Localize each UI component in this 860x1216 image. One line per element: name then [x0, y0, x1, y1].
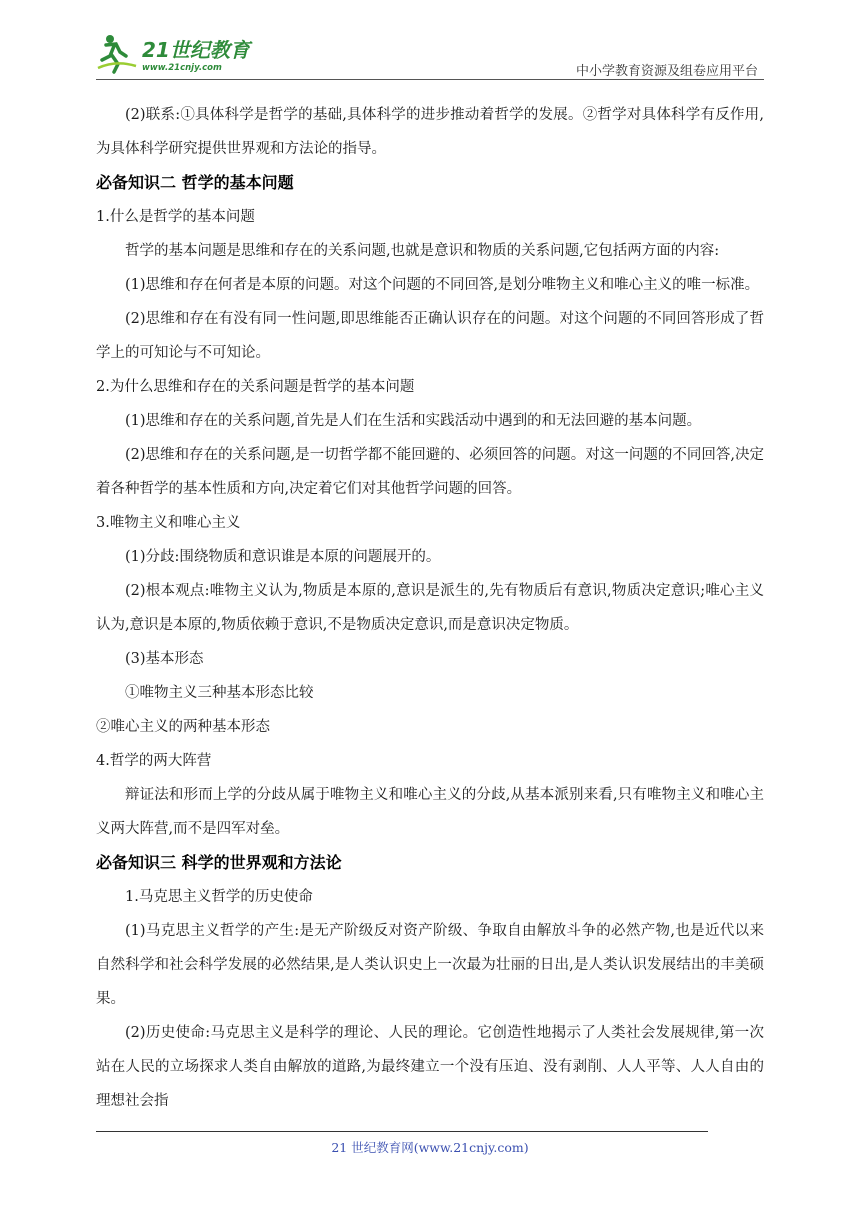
subsection-title: 1.马克思主义哲学的历史使命 — [125, 889, 313, 905]
section-heading: 必备知识三 科学的世界观和方法论 — [96, 853, 342, 872]
header-platform-name: 中小学教育资源及组卷应用平台 — [575, 64, 758, 79]
subsection-title: 3.唯物主义和唯心主义 — [96, 515, 241, 531]
document-body — [96, 98, 764, 1118]
page-footer: 21 世纪教育网(www.21cnjy.com) — [331, 1140, 529, 1155]
paragraph: (3)基本形态 — [125, 651, 204, 667]
paragraph: (2)历史使命:马克思主义是科学的理论、人民的理论。它创造性地揭示了人类社会发展规律,第一次站在人民的立场探求人类自由解放的道路,为最终建立一个没有压迫、没有剥削、人人平等、人人自由的理想社会指 — [96, 1025, 764, 1109]
paragraph: (1)思维和存在的关系问题,首先是人们在生活和实践活动中遇到的和无法回避的基本问题。 — [125, 413, 702, 429]
paragraph: ①唯物主义三种基本形态比较 — [125, 685, 314, 701]
paragraph: 哲学的基本问题是思维和存在的关系问题,也就是意识和物质的关系问题,它包括两方面的内容: — [125, 243, 720, 259]
paragraph: (2)思维和存在的关系问题,是一切哲学都不能回避的、必须回答的问题。对这一问题的不同回答,决定着各种哲学的基本性质和方向,决定着它们对其他哲学问题的回答。 — [96, 447, 764, 497]
logo-url-text: www.21cnjy.com — [142, 63, 222, 73]
paragraph: (1)思维和存在何者是本原的问题。对这个问题的不同回答,是划分唯物主义和唯心主义的唯一标准。 — [125, 277, 760, 293]
logo — [96, 30, 266, 78]
paragraph: (1)马克思主义哲学的产生:是无产阶级反对资产阶级、争取自由解放斗争的必然产物,也是近代以来自然科学和社会科学发展的必然结果,是人类认识史上一次最为壮丽的日出,是人类认识发展结出的丰美硕果。 — [96, 923, 764, 1007]
paragraph: ②唯心主义的两种基本形态 — [96, 719, 270, 735]
paragraph: (2)联系:①具体科学是哲学的基础,具体科学的进步推动着哲学的发展。②哲学对具体科学有反作用,为具体科学研究提供世界观和方法论的指导。 — [96, 107, 764, 157]
header-divider — [96, 79, 764, 80]
subsection-title: 1.什么是哲学的基本问题 — [96, 209, 255, 225]
subsection-title: 2.为什么思维和存在的关系问题是哲学的基本问题 — [96, 379, 415, 395]
section-heading: 必备知识二 哲学的基本问题 — [96, 173, 294, 192]
subsection-title: 4.哲学的两大阵营 — [96, 753, 212, 769]
paragraph: 辩证法和形而上学的分歧从属于唯物主义和唯心主义的分歧,从基本派别来看,只有唯物主义和唯心主义两大阵营,而不是四军对垒。 — [96, 787, 764, 837]
paragraph: (2)思维和存在有没有同一性问题,即思维能否正确认识存在的问题。对这个问题的不同回答形成了哲学上的可知论与不可知论。 — [96, 311, 764, 361]
paragraph: (2)根本观点:唯物主义认为,物质是本原的,意识是派生的,先有物质后有意识,物质决定意识;唯心主义认为,意识是本原的,物质依赖于意识,不是物质决定意识,而是意识决定物质。 — [96, 583, 764, 633]
paragraph: (1)分歧:围绕物质和意识谁是本原的问题展开的。 — [125, 549, 441, 565]
runner-icon — [98, 35, 136, 72]
footer-divider — [96, 1131, 708, 1132]
page-header — [96, 30, 764, 78]
logo-main-text: 21世纪教育 — [142, 38, 250, 62]
